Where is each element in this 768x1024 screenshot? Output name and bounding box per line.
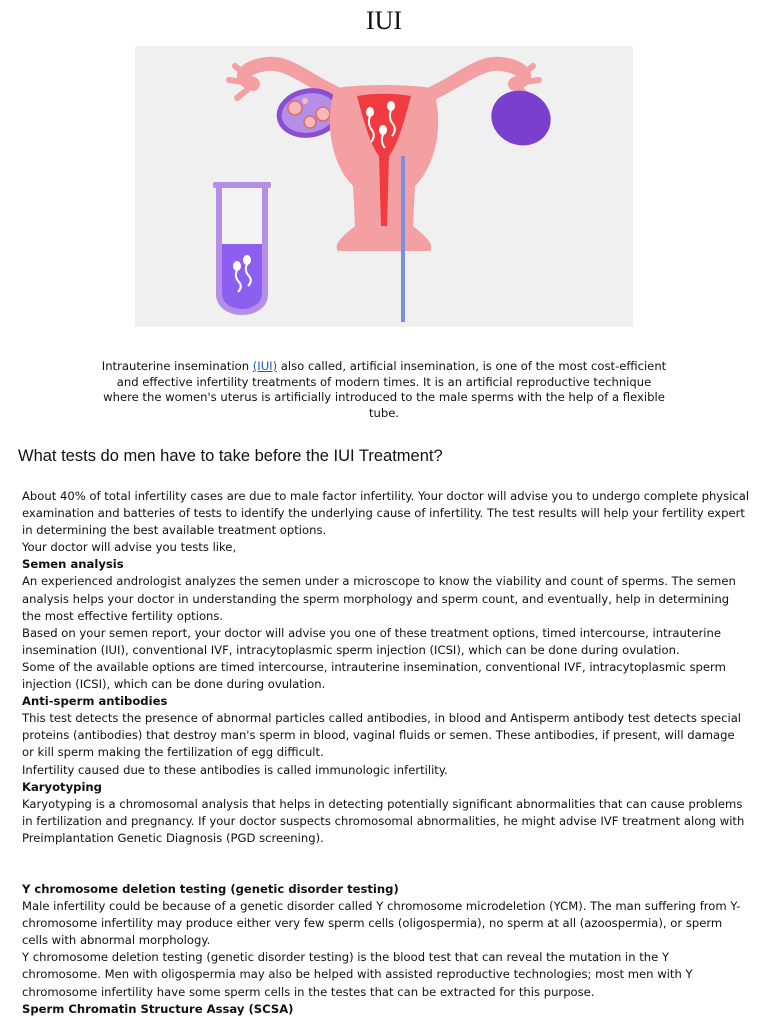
paragraph: This test detects the presence of abnormal particles called antibodies, in blood and Antisperm antibody test detects special proteins (antibodies) that destroy man's sperm in blood, vaginal fluids or semen. These antibodies, if present, will damage or kill sperm making the fertilization of egg difficult.: [22, 711, 742, 760]
subheading-anti-sperm-antibodies: Anti-sperm antibodies: [22, 694, 168, 709]
paragraph: Infertility caused due to these antibodies is called immunologic infertility.: [22, 762, 448, 777]
page-title: IUI: [365, 6, 403, 35]
intro-text-before: Intrauterine insemination: [101, 359, 253, 373]
paragraph: About 40% of total infertility cases are due to male factor infertility. Your doctor will advise you to undergo complete physical examination and batteries of tests to identify the underlying cause of infertility. The test results will help your fertility expert in determining the best available treatment options.: [22, 489, 750, 538]
paragraph: Karyotyping is a chromosomal analysis that helps in detecting potentially significant abnormalities that can cause problems in fertilization and pregnancy. If your doctor suspects chromosomal abnormalities, he might advise IVF treatment along with Preimplantation Genetic Diagnosis (PGD screening).: [22, 796, 745, 845]
section-heading: What tests do men have to take before the IUI Treatment?: [18, 447, 443, 465]
spacer: [22, 847, 750, 881]
paragraph: Male infertility could be because of a genetic disorder called Y chromosome microdeletion (YCM). The man suffering from Y-chromosome infertility may produce either very few sperm cells (oligospermia), no sperm at all (azoospermia), or sperm cells with abnormal morphology.: [22, 899, 741, 948]
paragraph: Your doctor will advise you tests like,: [22, 540, 237, 555]
subheading-y-chromosome: Y chromosome deletion testing (genetic disorder testing): [22, 881, 399, 896]
iui-link[interactable]: (IUI): [252, 359, 278, 373]
intro-text-after: also called, artificial insemination, is one of the most cost-efficient and effective infertility treatments of modern times. It is an artificial reproductive technique where the women's uterus is artificially introduced to the male sperms with the help of a flexible tube.: [103, 359, 667, 420]
subheading-semen-analysis: Semen analysis: [22, 557, 124, 572]
subheading-scsa: Sperm Chromatin Structure Assay (SCSA): [22, 1001, 294, 1016]
paragraph: Some of the available options are timed intercourse, intrauterine insemination, conventional IVF, intracytoplasmic sperm injection (ICSI), which can be done during ovulation.: [22, 659, 726, 692]
paragraph: Based on your semen report, your doctor will advise you one of these treatment options, timed intercourse, intrauterine insemination (IUI), conventional IVF, intracytoplasmic sperm injection (ICSI), which can be done during ovulation.: [22, 625, 721, 657]
subheading-karyotyping: Karyotyping: [22, 779, 102, 794]
intro-paragraph: [100, 359, 668, 421]
paragraph: An experienced andrologist analyzes the semen under a microscope to know the viability and count of sperms. The semen analysis helps your doctor in understanding the sperm morphology and sperm count, and eventually, help in determining the most effective fertility options.: [22, 574, 736, 623]
article-body: [22, 488, 750, 1018]
iui-illustration: [135, 46, 633, 327]
paragraph: Y chromosome deletion testing (genetic disorder testing) is the blood test that can reveal the mutation in the Y chromosome. Men with oligospermia may also be helped with assisted reproductive technologies; most men with Y chromosome infertility have some sperm cells in the testes that can be extracted for this purpose.: [22, 950, 693, 999]
